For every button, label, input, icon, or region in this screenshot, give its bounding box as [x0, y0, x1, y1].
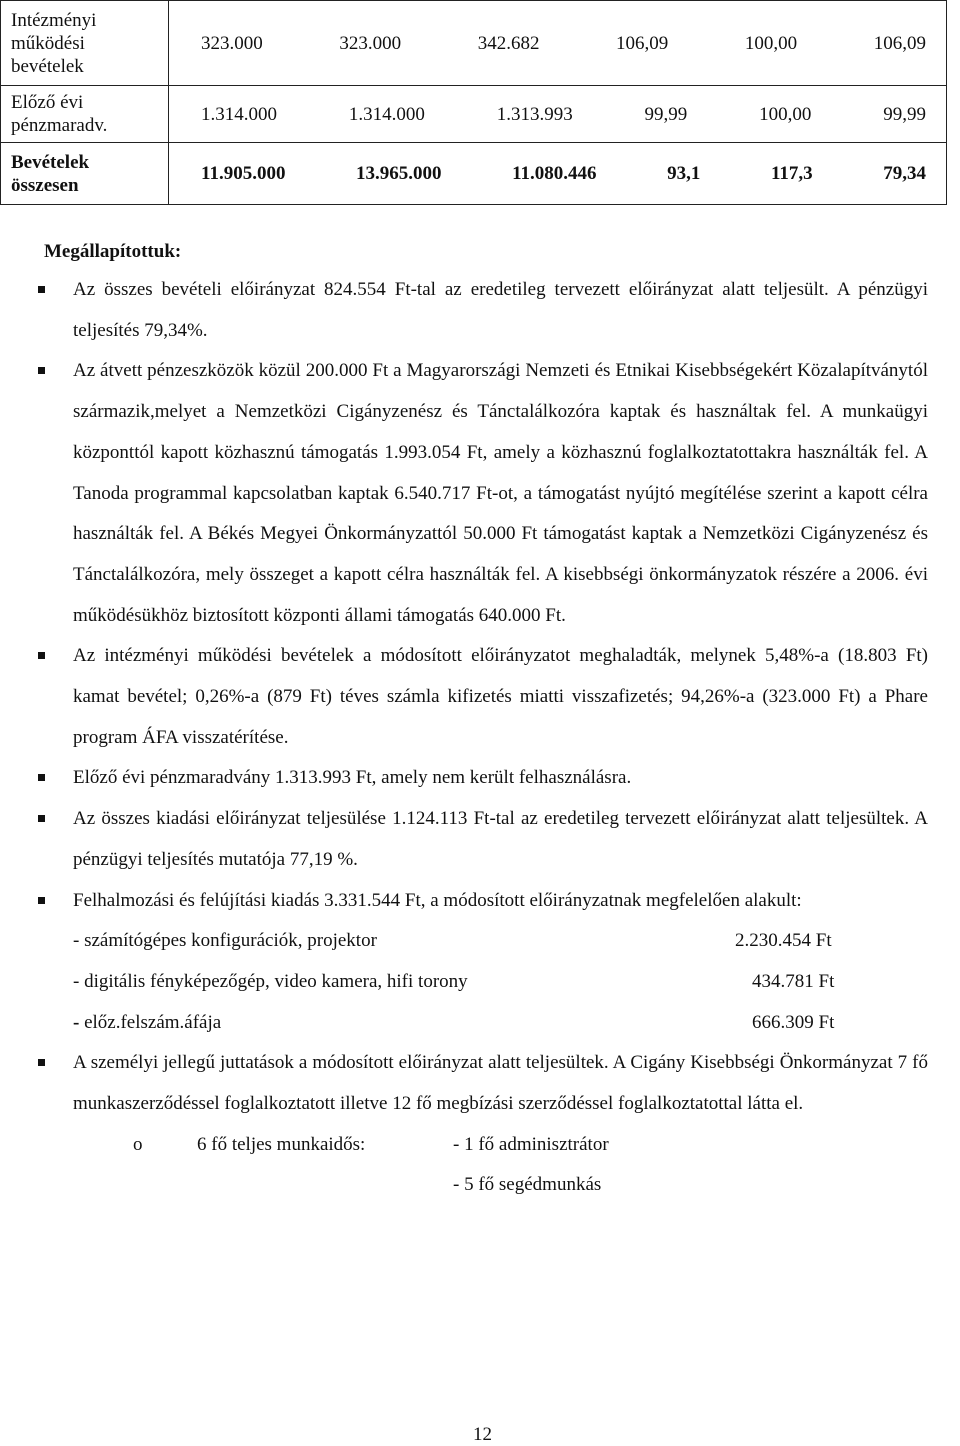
cell-value: 79,34	[883, 163, 926, 184]
expense-desc: - számítógépes konfigurációk, projektor	[73, 930, 377, 952]
staff-role: - 5 fő segédmunkás	[453, 1174, 602, 1196]
list-item	[0, 270, 928, 351]
paragraph-text: A személyi jellegű juttatások a módosított előirányzat alatt teljesültek. A Cigány Kisebbségi Önkormányzat 7 fő munkaszerződéssel foglalkoztatott illetve 12 fő megbízási szerződéssel foglalkoztatottal látta el.	[73, 1052, 928, 1115]
page-number: 12	[473, 1424, 492, 1445]
table-row	[1, 1, 947, 86]
cell-value: 1.314.000	[348, 103, 425, 125]
cell-value: 11.905.000	[201, 163, 286, 184]
expense-dash: -	[73, 1011, 80, 1033]
list-item	[0, 636, 928, 758]
square-bullet-icon	[38, 815, 45, 822]
row-label: Előző évi pénzmaradv.	[1, 86, 169, 143]
list-item	[0, 351, 928, 636]
cell-value: 106,09	[873, 32, 926, 54]
table-row	[1, 86, 947, 143]
cell-value: 100,00	[744, 32, 798, 54]
findings-list	[0, 270, 960, 1206]
paragraph-text: Az összes kiadási előirányzat teljesülése 1.124.113 Ft-tal az eredetileg tervezett előirányzat alatt teljesültek. A pénzügyi teljesítés mutatója 77,19 %.	[73, 808, 928, 870]
list-item	[0, 758, 928, 799]
expense-amount: 2.230.454 Ft	[735, 930, 832, 952]
cell-value: 11.080.446	[512, 163, 597, 184]
paragraph-text: Felhalmozási és felújítási kiadás 3.331.544 Ft, a módosított előirányzatnak megfelelően alakult:	[73, 889, 802, 911]
list-item	[0, 1043, 928, 1206]
staff-label: 6 fő teljes munkaidős:	[197, 1133, 366, 1155]
square-bullet-icon	[38, 367, 45, 374]
expense-row	[73, 962, 928, 1003]
staff-row	[133, 1125, 928, 1166]
list-item	[0, 881, 928, 1044]
paragraph-text: Az átvett pénzeszközök közül 200.000 Ft a Magyarországi Nemzeti és Etnikai Kisebbségekért Közalapítványtól származik,melyet a Nemzetközi Cigányzenész és Tánctalálkozóra kaptak és használtak fel. A munkaügyi központtól kapott közhasznú támogatás 1.993.054 Ft, amely a közhasznú foglalkoztatottakra használták fel. A Tanoda programmal kapcsolatban kaptak 6.540.717 Ft-ot, a támogatást nyújtó megítélése szerint a kapott célra használták fel. A Békés Megyei Önkormányzattól 50.000 Ft támogatást kaptak a Nemzetközi Cigányzenész és Tánctalálkozóra, mely összeget a kapott célra használták fel. A kisebbségi önkormányzatok részére a 2006. évi működésükhöz biztosított központi állami támogatás 640.000 Ft.	[73, 360, 928, 626]
expense-desc	[73, 1003, 221, 1044]
row-values	[169, 1, 947, 86]
staff-role: - 1 fő adminisztrátor	[453, 1133, 609, 1155]
expense-row	[73, 921, 928, 962]
paragraph-text: Előző évi pénzmaradvány 1.313.993 Ft, amely nem került felhasználásra.	[73, 767, 632, 789]
row-values	[169, 86, 947, 143]
square-bullet-icon	[38, 286, 45, 293]
cell-value: 106,09	[616, 32, 669, 54]
paragraph-text: Az összes bevételi előirányzat 824.554 Ft-tal az eredetileg tervezett előirányzat alatt teljesült. A pénzügyi teljesítés 79,34%.	[73, 279, 928, 341]
expense-amount: 434.781 Ft	[752, 970, 835, 992]
square-bullet-icon	[38, 774, 45, 781]
cell-value: 100,00	[759, 103, 812, 125]
cell-value: 99,99	[883, 103, 926, 125]
row-values	[169, 143, 947, 205]
staff-row	[133, 1165, 928, 1206]
cell-value: 117,3	[770, 163, 813, 184]
expense-desc: - digitális fényképezőgép, video kamera, hifi torony	[73, 970, 468, 992]
cell-value: 13.965.000	[356, 163, 442, 184]
cell-value: 99,99	[644, 103, 688, 125]
cell-value: 1.313.993	[496, 103, 573, 125]
circle-bullet-icon: o	[133, 1133, 143, 1155]
row-label: Intézményi működési bevételek	[1, 1, 169, 86]
row-label: Bevételek összesen	[1, 143, 169, 205]
cell-value: 1.314.000	[201, 103, 277, 125]
cell-value: 323.000	[201, 32, 263, 54]
expense-row	[73, 1003, 928, 1044]
cell-value: 323.000	[339, 32, 402, 54]
list-item	[0, 799, 928, 880]
cell-value: 342.682	[477, 32, 540, 54]
budget-table	[0, 0, 947, 205]
square-bullet-icon	[38, 652, 45, 659]
section-heading: Megállapítottuk:	[44, 241, 182, 262]
paragraph-text: Az intézményi működési bevételek a módosított előirányzatot meghaladták, melynek 5,48%-a (18.803 Ft) kamat bevétel; 0,26%-a (879 Ft) téves számla kifizetés miatti visszafizetés; 94,26%-a (323.000 Ft) a Phare program ÁFA visszatérítése.	[73, 645, 928, 748]
expense-desc-text: előz.felszám.áfája	[79, 1011, 222, 1033]
table-row	[1, 143, 947, 205]
square-bullet-icon	[38, 1059, 45, 1066]
expense-amount: 666.309 Ft	[752, 1011, 835, 1033]
cell-value: 93,1	[667, 163, 701, 184]
square-bullet-icon	[38, 897, 45, 904]
